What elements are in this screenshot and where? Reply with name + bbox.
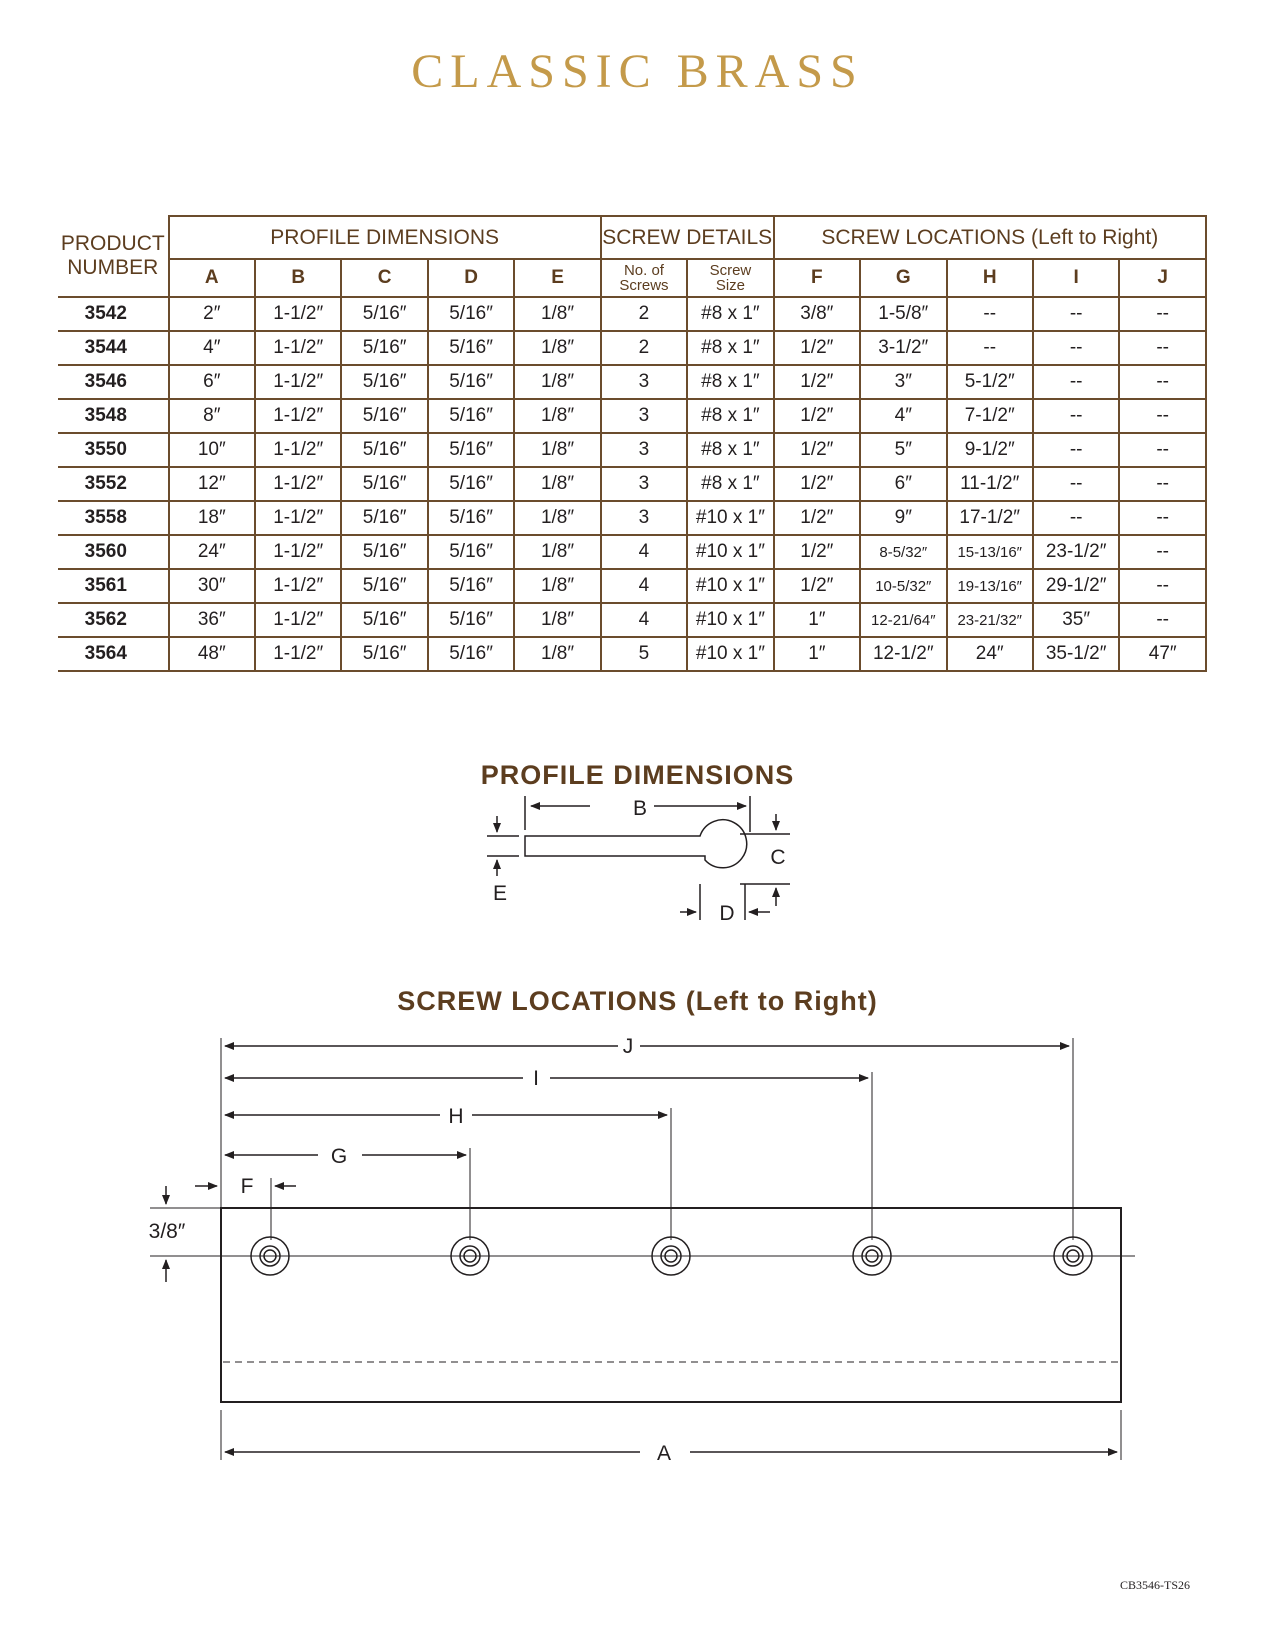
cell-screw-size: #10 x 1″ (687, 535, 773, 569)
cell-c: 5/16″ (341, 603, 427, 637)
cell-f: 1″ (774, 637, 860, 671)
cell-e: 1/8″ (514, 331, 600, 365)
product-number-header: PRODUCT NUMBER (60, 232, 165, 279)
cell-d: 5/16″ (428, 297, 514, 331)
cell-c: 5/16″ (341, 399, 427, 433)
cell-screw-size: #10 x 1″ (687, 501, 773, 535)
cell-e: 1/8″ (514, 297, 600, 331)
screw-locations-header: SCREW LOCATIONS (Left to Right) (774, 216, 1206, 259)
cell-j: -- (1119, 331, 1206, 365)
cell-h: 9-1/2″ (947, 433, 1033, 467)
cell-h: -- (947, 297, 1033, 331)
cell-b: 1-1/2″ (255, 297, 341, 331)
product-number-cell: 3558 (58, 501, 169, 535)
cell-h: -- (947, 331, 1033, 365)
cell-no-of-screws: 4 (601, 603, 687, 637)
document-code: CB3546-TS26 (1120, 1578, 1191, 1592)
cell-c: 5/16″ (341, 365, 427, 399)
cell-screw-size: #10 x 1″ (687, 637, 773, 671)
cell-b: 1-1/2″ (255, 535, 341, 569)
cell-c: 5/16″ (341, 569, 427, 603)
cell-e: 1/8″ (514, 365, 600, 399)
cell-screw-size: #8 x 1″ (687, 467, 773, 501)
cell-screw-size: #8 x 1″ (687, 297, 773, 331)
screw-details-header: SCREW DETAILS (601, 216, 774, 259)
cell-a: 10″ (169, 433, 255, 467)
col-header-h: H (947, 259, 1033, 297)
cell-c: 5/16″ (341, 297, 427, 331)
profile-dimensions-title: PROFILE DIMENSIONS (480, 760, 795, 790)
cell-d: 5/16″ (428, 535, 514, 569)
brand-logo: CLASSIC BRASS (411, 45, 864, 98)
screw-locations-diagram (150, 1038, 1135, 1460)
profile-label-b: B (632, 797, 648, 820)
cell-c: 5/16″ (341, 535, 427, 569)
cell-h: 15-13/16″ (947, 535, 1033, 569)
cell-d: 5/16″ (428, 433, 514, 467)
cell-no-of-screws: 4 (601, 569, 687, 603)
cell-f: 1/2″ (774, 399, 860, 433)
cell-b: 1-1/2″ (255, 399, 341, 433)
cell-b: 1-1/2″ (255, 569, 341, 603)
cell-d: 5/16″ (428, 569, 514, 603)
cell-b: 1-1/2″ (255, 365, 341, 399)
cell-f: 1/2″ (774, 501, 860, 535)
cell-g: 12-1/2″ (860, 637, 946, 671)
cell-i: 23-1/2″ (1033, 535, 1119, 569)
cell-b: 1-1/2″ (255, 501, 341, 535)
location-label-i: I (533, 1067, 539, 1090)
screw-locations-title: SCREW LOCATIONS (Left to Right) (397, 986, 878, 1016)
product-number-cell: 3544 (58, 331, 169, 365)
cell-c: 5/16″ (341, 501, 427, 535)
cell-j: -- (1119, 297, 1206, 331)
cell-d: 5/16″ (428, 637, 514, 671)
product-number-cell: 3546 (58, 365, 169, 399)
cell-f: 1/2″ (774, 433, 860, 467)
cell-c: 5/16″ (341, 331, 427, 365)
cell-d: 5/16″ (428, 501, 514, 535)
cell-g: 5″ (860, 433, 946, 467)
cell-g: 10-5/32″ (860, 569, 946, 603)
cell-j: -- (1119, 467, 1206, 501)
cell-d: 5/16″ (428, 603, 514, 637)
product-number-cell: 3560 (58, 535, 169, 569)
col-header-f: F (774, 259, 860, 297)
cell-h: 17-1/2″ (947, 501, 1033, 535)
cell-i: 35-1/2″ (1033, 637, 1119, 671)
product-number-cell: 3552 (58, 467, 169, 501)
cell-j: -- (1119, 501, 1206, 535)
location-label-h: H (448, 1105, 464, 1128)
profile-label-e: E (492, 882, 508, 905)
cell-f: 1/2″ (774, 467, 860, 501)
cell-g: 4″ (860, 399, 946, 433)
cell-h: 7-1/2″ (947, 399, 1033, 433)
cell-j: -- (1119, 365, 1206, 399)
cell-a: 12″ (169, 467, 255, 501)
cell-a: 8″ (169, 399, 255, 433)
cell-g: 3-1/2″ (860, 331, 946, 365)
col-header-no-of-screws: No. of Screws (601, 259, 687, 297)
cell-b: 1-1/2″ (255, 331, 341, 365)
cell-no-of-screws: 3 (601, 501, 687, 535)
cell-f: 1/2″ (774, 535, 860, 569)
cell-f: 3/8″ (774, 297, 860, 331)
product-number-cell: 3550 (58, 433, 169, 467)
cell-i: -- (1033, 433, 1119, 467)
cell-i: -- (1033, 331, 1119, 365)
cell-a: 4″ (169, 331, 255, 365)
cell-f: 1/2″ (774, 569, 860, 603)
cell-d: 5/16″ (428, 399, 514, 433)
cell-e: 1/8″ (514, 399, 600, 433)
cell-e: 1/8″ (514, 569, 600, 603)
cell-d: 5/16″ (428, 365, 514, 399)
cell-g: 8-5/32″ (860, 535, 946, 569)
cell-no-of-screws: 3 (601, 433, 687, 467)
cell-a: 48″ (169, 637, 255, 671)
col-header-g: G (860, 259, 946, 297)
cell-screw-size: #8 x 1″ (687, 433, 773, 467)
cell-b: 1-1/2″ (255, 637, 341, 671)
cell-b: 1-1/2″ (255, 603, 341, 637)
cell-a: 24″ (169, 535, 255, 569)
cell-j: -- (1119, 433, 1206, 467)
product-number-cell: 3564 (58, 637, 169, 671)
cell-j: 47″ (1119, 637, 1206, 671)
cell-no-of-screws: 2 (601, 331, 687, 365)
cell-e: 1/8″ (514, 433, 600, 467)
cell-screw-size: #8 x 1″ (687, 331, 773, 365)
cell-c: 5/16″ (341, 637, 427, 671)
cell-no-of-screws: 4 (601, 535, 687, 569)
cell-e: 1/8″ (514, 603, 600, 637)
cell-e: 1/8″ (514, 467, 600, 501)
cell-d: 5/16″ (428, 331, 514, 365)
location-label-offset: 3/8″ (148, 1220, 186, 1243)
product-number-cell: 3542 (58, 297, 169, 331)
profile-label-c: C (770, 846, 786, 869)
location-label-j: J (622, 1035, 634, 1058)
profile-outline (525, 820, 747, 868)
cell-e: 1/8″ (514, 501, 600, 535)
cell-j: -- (1119, 399, 1206, 433)
location-label-g: G (330, 1145, 348, 1168)
product-number-cell: 3548 (58, 399, 169, 433)
cell-i: -- (1033, 399, 1119, 433)
col-header-a: A (169, 259, 255, 297)
cell-i: 35″ (1033, 603, 1119, 637)
cell-c: 5/16″ (341, 467, 427, 501)
col-header-screw-size: Screw Size (687, 259, 773, 297)
col-header-d: D (428, 259, 514, 297)
cell-no-of-screws: 3 (601, 399, 687, 433)
cell-h: 24″ (947, 637, 1033, 671)
cell-d: 5/16″ (428, 467, 514, 501)
cell-a: 18″ (169, 501, 255, 535)
product-number-cell: 3562 (58, 603, 169, 637)
cell-h: 23-21/32″ (947, 603, 1033, 637)
cell-f: 1″ (774, 603, 860, 637)
cell-no-of-screws: 5 (601, 637, 687, 671)
cell-i: -- (1033, 501, 1119, 535)
cell-j: -- (1119, 603, 1206, 637)
cell-f: 1/2″ (774, 365, 860, 399)
cell-h: 11-1/2″ (947, 467, 1033, 501)
cell-h: 19-13/16″ (947, 569, 1033, 603)
cell-g: 1-5/8″ (860, 297, 946, 331)
cell-i: -- (1033, 467, 1119, 501)
col-header-c: C (341, 259, 427, 297)
col-header-e: E (514, 259, 600, 297)
cell-a: 2″ (169, 297, 255, 331)
cell-g: 9″ (860, 501, 946, 535)
cell-f: 1/2″ (774, 331, 860, 365)
cell-a: 6″ (169, 365, 255, 399)
location-label-a: A (656, 1442, 672, 1465)
cell-screw-size: #8 x 1″ (687, 399, 773, 433)
cell-screw-size: #10 x 1″ (687, 569, 773, 603)
cell-no-of-screws: 2 (601, 297, 687, 331)
cell-j: -- (1119, 535, 1206, 569)
cell-no-of-screws: 3 (601, 467, 687, 501)
cell-screw-size: #10 x 1″ (687, 603, 773, 637)
cell-b: 1-1/2″ (255, 467, 341, 501)
cell-a: 30″ (169, 569, 255, 603)
col-header-i: I (1033, 259, 1119, 297)
cell-g: 6″ (860, 467, 946, 501)
profile-dimensions-header: PROFILE DIMENSIONS (169, 216, 601, 259)
product-number-cell: 3561 (58, 569, 169, 603)
cell-i: 29-1/2″ (1033, 569, 1119, 603)
cell-e: 1/8″ (514, 637, 600, 671)
profile-label-d: D (719, 902, 735, 925)
cell-g: 3″ (860, 365, 946, 399)
cell-i: -- (1033, 297, 1119, 331)
cell-g: 12-21/64″ (860, 603, 946, 637)
cell-e: 1/8″ (514, 535, 600, 569)
cell-no-of-screws: 3 (601, 365, 687, 399)
col-header-j: J (1119, 259, 1206, 297)
location-label-f: F (240, 1175, 254, 1198)
cell-b: 1-1/2″ (255, 433, 341, 467)
cell-j: -- (1119, 569, 1206, 603)
cell-i: -- (1033, 365, 1119, 399)
cell-a: 36″ (169, 603, 255, 637)
cell-screw-size: #8 x 1″ (687, 365, 773, 399)
cell-h: 5-1/2″ (947, 365, 1033, 399)
cell-c: 5/16″ (341, 433, 427, 467)
col-header-b: B (255, 259, 341, 297)
